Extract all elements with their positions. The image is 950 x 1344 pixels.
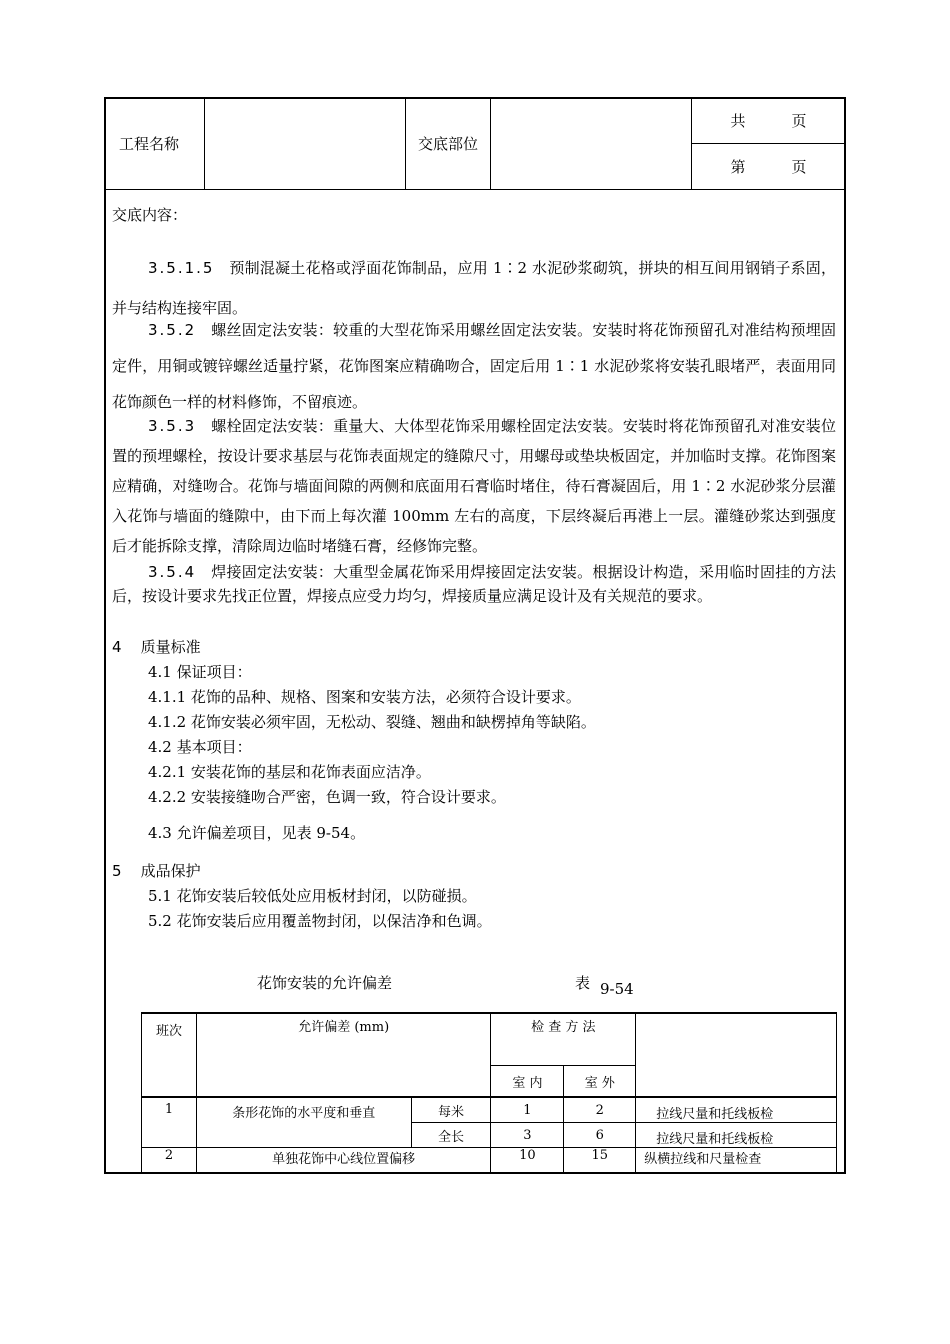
para-text: 螺丝固定法安装：较重的大型花饰采用螺丝固定法安装。安装时将花饰预留孔对准结构预埋固定件，用铜或镀锌螺丝适量拧紧，花饰图案应精确吻合，固定后用 1∶1 水泥砂浆将安装孔眼堵严，表面用同花饰颜色一样的材料修饰，不留痕迹。	[112, 321, 836, 411]
content-intro: 交底内容：	[112, 206, 188, 224]
deviation-table	[141, 1012, 837, 1174]
project-name-label: 工程名称	[105, 98, 205, 190]
table-title: 花饰安装的允许偏差	[257, 974, 393, 992]
page-label-a: 第	[730, 158, 746, 176]
handover-part-label: 交底部位	[405, 98, 491, 190]
section-title: 成品保护	[140, 862, 201, 880]
handover-part-value[interactable]	[491, 98, 692, 190]
item-4-3: 4.3 允许偏差项目，见表 9-54。	[148, 824, 366, 842]
row-sub: 每米	[411, 1097, 491, 1123]
page-number-cell	[692, 144, 846, 190]
row-outdoor: 2	[564, 1097, 636, 1123]
row-item: 条形花饰的水平度和垂直	[196, 1097, 411, 1148]
item-4-2-2: 4.2.2 安装接缝吻合严密，色调一致，符合设计要求。	[148, 788, 506, 806]
para-number: 3.5.2	[148, 321, 197, 339]
row-sub: 全长	[411, 1123, 491, 1148]
total-label-b: 页	[791, 112, 807, 130]
row-indoor: 3	[491, 1123, 564, 1148]
col-seq-header: 班次	[142, 1013, 197, 1097]
col-indoor-header: 室 内	[491, 1066, 564, 1097]
table-number: 9-54	[600, 980, 634, 998]
item-4-1-2: 4.1.2 花饰安装必须牢固，无松动、裂缝、翘曲和缺楞掉角等缺陷。	[148, 713, 596, 731]
paragraph-3-5-2	[112, 312, 836, 420]
row-method: 拉线尺量和托线板检	[636, 1123, 837, 1148]
section-5-heading	[112, 860, 201, 881]
para-text: 焊接固定法安装：大重型金属花饰采用焊接固定法安装。根据设计构造，采用临时固挂的方法后，按设计要求先找正位置，焊接点应受力均匀，焊接质量应满足设计及有关规范的要求。	[112, 563, 836, 605]
row-method: 纵横拉线和尺量检查	[636, 1148, 837, 1174]
row-outdoor: 15	[564, 1148, 636, 1174]
item-4-1-1: 4.1.1 花饰的品种、规格、图案和安装方法，必须符合设计要求。	[148, 688, 581, 706]
item-4-1: 4.1 保证项目：	[148, 663, 252, 681]
total-pages-cell	[692, 98, 846, 144]
col-outdoor-header: 室 外	[564, 1066, 636, 1097]
total-label-a: 共	[730, 112, 746, 130]
para-number: 3.5.4	[148, 563, 197, 581]
para-number: 3.5.3	[148, 417, 197, 435]
item-4-2: 4.2 基本项目：	[148, 738, 252, 756]
page-label-b: 页	[791, 158, 807, 176]
col-deviation-header: 允许偏差 (mm)	[196, 1013, 491, 1097]
paragraph-3-5-3	[112, 411, 836, 561]
section-4-heading	[112, 636, 201, 657]
para-number: 3.5.1.5	[148, 259, 215, 277]
col-method-header: 检 查 方 法	[491, 1013, 636, 1066]
section-number: 5	[112, 862, 122, 880]
row-seq: 2	[142, 1148, 197, 1174]
para-text: 螺栓固定法安装：重量大、大体型花饰采用螺栓固定法安装。安装时将花饰预留孔对准安装位置的预埋螺栓，按设计要求基层与花饰表面规定的缝隙尺寸，用螺母或垫块板固定，并加临时支撑。花饰图案应精确，对缝吻合。花饰与墙面间隙的两侧和底面用石膏临时堵住，待石膏凝固后，用 1∶2 水泥砂浆分层灌入花饰与墙面的缝隙中，由下而上每次灌 100mm 左右的高度，下层终凝后再港上一层。灌缝砂浆达到强度后才能拆除支撑，清除周边临时堵缝石膏，经修饰完整。	[112, 417, 836, 555]
item-4-2-1: 4.2.1 安装花饰的基层和花饰表面应洁净。	[148, 763, 431, 781]
table-word: 表	[575, 974, 591, 992]
row-seq: 1	[142, 1097, 197, 1148]
col-blank-header	[636, 1013, 837, 1097]
paragraph-3-5-4	[112, 560, 836, 608]
header-table	[104, 97, 846, 190]
row-item: 单独花饰中心线位置偏移	[196, 1148, 491, 1174]
para-text: 预制混凝土花格或浮面花饰制品，应用 1∶2 水泥砂浆砌筑，拼块的相互间用钢销子系固，并与结构连接牢固。	[112, 259, 836, 317]
row-indoor: 10	[491, 1148, 564, 1174]
section-title: 质量标准	[140, 638, 201, 656]
item-5-1: 5.1 花饰安装后较低处应用板材封闭，以防碰损。	[148, 887, 477, 905]
project-name-value[interactable]	[204, 98, 405, 190]
row-method: 拉线尺量和托线板检	[636, 1097, 837, 1123]
item-5-2: 5.2 花饰安装后应用覆盖物封闭，以保洁净和色调。	[148, 912, 492, 930]
row-indoor: 1	[491, 1097, 564, 1123]
section-number: 4	[112, 638, 122, 656]
row-outdoor: 6	[564, 1123, 636, 1148]
